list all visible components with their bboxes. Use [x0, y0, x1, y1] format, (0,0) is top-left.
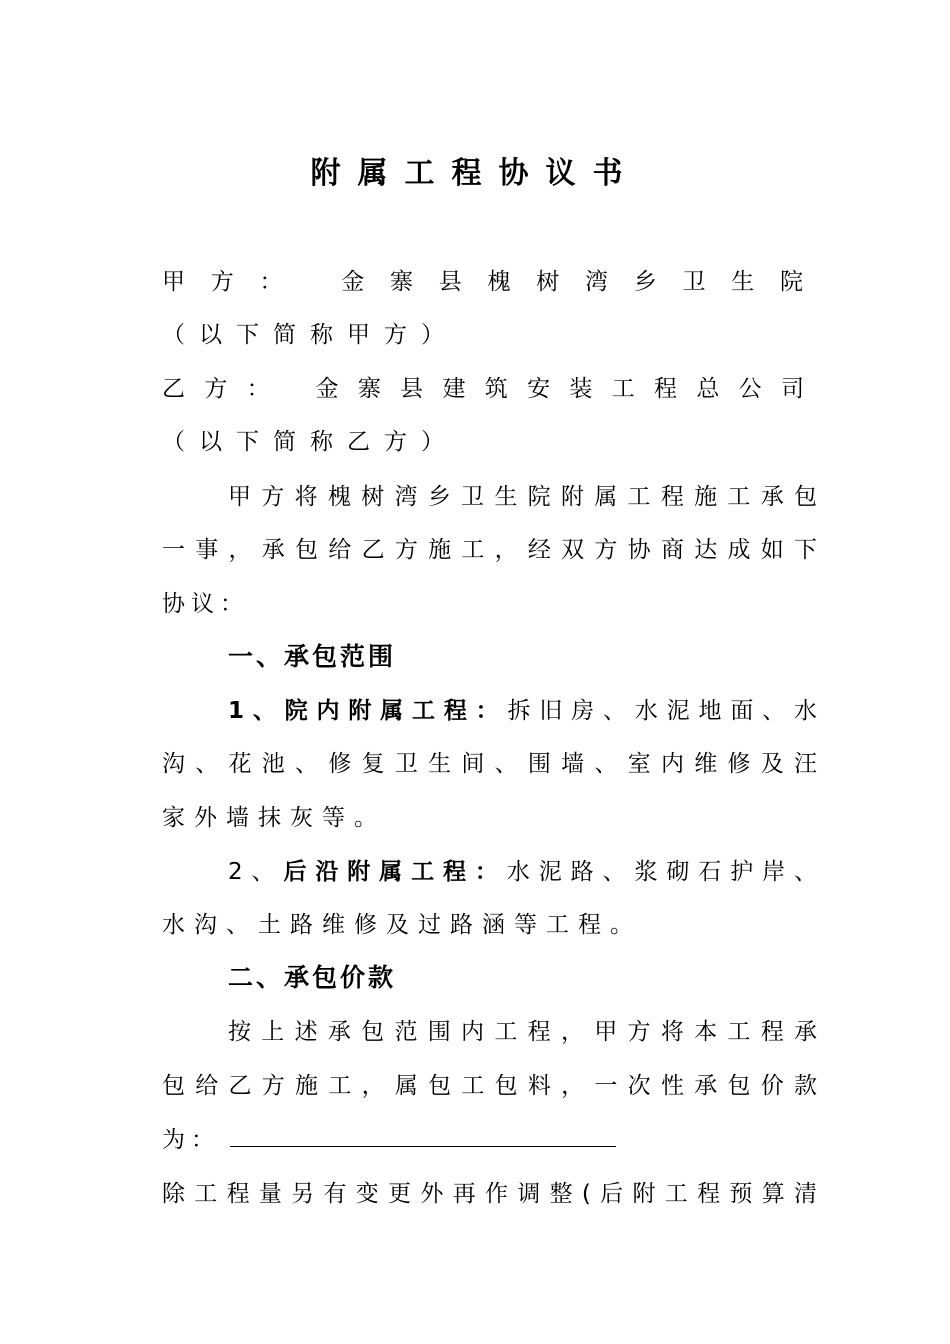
section2-line-4: 除工程量另有变更外再作调整(后附工程预算清 [162, 1181, 817, 1207]
intro-line-2: 一事，承包给乙方施工，经双方协商达成如下 [162, 537, 817, 563]
section1-item2-line1 [162, 855, 817, 889]
section1-item2-line2: 水沟、土路维修及过路涵等工程。 [162, 912, 642, 938]
intro-line-3: 协议： [162, 591, 249, 617]
document-title: 附属工程协议书 [310, 156, 640, 191]
intro-line-1: 甲方将槐树湾乡卫生院附属工程施工承包 [228, 484, 817, 510]
section1-item2-number: 2、 [228, 859, 284, 885]
section2-heading: 二、承包价款 [228, 963, 397, 992]
party-a-abbrev: （以下简称甲方） [162, 322, 458, 348]
party-a-line: 甲方： 金寨县槐树湾乡卫生院 [162, 269, 817, 295]
section1-item1-label: 1、院内附属工程： [228, 698, 508, 724]
price-blank-line[interactable] [230, 1124, 616, 1147]
section2-line-1: 按上述承包范围内工程，甲方将本工程承 [228, 1019, 817, 1045]
section2-line-2: 包给乙方施工，属包工包料，一次性承包价款 [162, 1073, 817, 1099]
price-label: 为： [162, 1127, 220, 1153]
section2-line-3 [162, 1123, 817, 1157]
party-b-line: 乙方： 金寨县建筑安装工程总公司 [162, 376, 817, 402]
section1-item2-label: 后沿附属工程： [283, 859, 507, 885]
section1-item1-line2: 沟、花池、修复卫生间、围墙、室内维修及汪 [162, 751, 817, 777]
section1-heading: 一、承包范围 [228, 642, 397, 671]
party-b-abbrev: （以下简称乙方） [162, 429, 458, 455]
section1-item1-text: 拆旧房、水泥地面、水 [507, 698, 817, 724]
section1-item1-line1 [162, 694, 817, 728]
section1-item1-line3: 家外墙抹灰等。 [162, 805, 386, 831]
section1-item2-text: 水泥路、浆砌石护岸、 [506, 859, 818, 885]
